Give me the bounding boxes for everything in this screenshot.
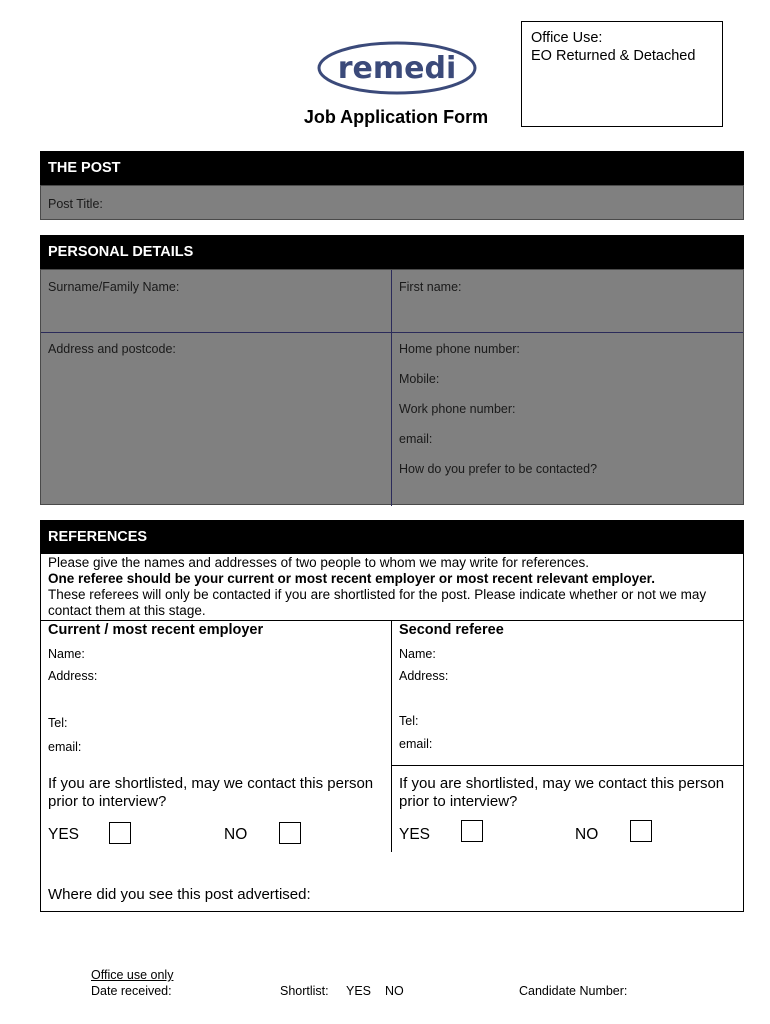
- referee-row-divider: [391, 765, 744, 766]
- references-intro-bold: One referee should be your current or most recent employer or most recent relevant employer.: [48, 571, 655, 586]
- referee-2-address-label: Address:: [399, 669, 449, 683]
- surname-field[interactable]: [41, 270, 391, 332]
- referee-1-yes-label: YES: [48, 826, 80, 843]
- remedi-logo: [316, 40, 478, 96]
- mobile-label: Mobile:: [399, 372, 440, 386]
- references-intro-contact: These referees will only be contacted if you are shortlisted for the post. Please indicate whether or not we may contact them at this stage.: [48, 587, 707, 618]
- references-divider: [40, 620, 744, 621]
- referee-1-no-checkbox[interactable]: [279, 822, 301, 844]
- referee-column-divider: [391, 620, 392, 765]
- referee-1-yes-checkbox[interactable]: [109, 822, 131, 844]
- email-label: email:: [399, 432, 433, 446]
- first-name-label: First name:: [399, 280, 462, 294]
- svg-text:remedi: remedi: [337, 51, 457, 86]
- personal-details-heading: PERSONAL DETAILS: [40, 235, 744, 269]
- referee-2-tel-label: Tel:: [399, 714, 419, 728]
- referee-2-no-label: NO: [575, 826, 599, 843]
- work-phone-label: Work phone number:: [399, 402, 516, 416]
- candidate-number-label: Candidate Number:: [519, 984, 628, 998]
- referee-1-email-label: email:: [48, 740, 82, 754]
- shortlist-label: Shortlist:: [280, 984, 329, 998]
- the-post-heading: THE POST: [40, 151, 744, 185]
- eo-returned-label: EO Returned & Detached: [531, 48, 696, 64]
- personal-details-section: [40, 269, 744, 505]
- referee-2-yes-checkbox[interactable]: [461, 820, 483, 842]
- referee-2-yes-label: YES: [399, 826, 431, 843]
- referee-1-address-label: Address:: [48, 669, 98, 683]
- referee-2-title: Second referee: [399, 622, 504, 638]
- shortlist-no-label: NO: [385, 984, 404, 998]
- referee-1-tel-label: Tel:: [48, 716, 68, 730]
- referee-2-email-label: email:: [399, 737, 433, 751]
- advert-source-question[interactable]: Where did you see this post advertised:: [48, 886, 311, 903]
- date-received-label: Date received:: [91, 984, 172, 998]
- references-intro-line: Please give the names and addresses of two people to whom we may write for references.: [48, 555, 590, 570]
- address-label: Address and postcode:: [48, 342, 176, 356]
- referee-2-name-label: Name:: [399, 647, 436, 661]
- post-title-field[interactable]: [40, 185, 744, 220]
- question-column-divider: [391, 766, 392, 852]
- contact-details-field[interactable]: [392, 333, 743, 505]
- surname-label: Surname/Family Name:: [48, 280, 180, 294]
- home-phone-label: Home phone number:: [399, 342, 520, 356]
- shortlist-yes-label: YES: [346, 984, 372, 998]
- contact-preference-label: How do you prefer to be contacted?: [399, 462, 598, 476]
- referee-1-title: Current / most recent employer: [48, 622, 264, 638]
- address-field[interactable]: [41, 333, 391, 505]
- post-title-label: Post Title:: [48, 197, 103, 211]
- page-title: Job Application Form: [303, 107, 489, 127]
- referee-2-no-checkbox[interactable]: [630, 820, 652, 842]
- office-use-only-label: Office use only: [91, 968, 174, 982]
- references-heading: REFERENCES: [40, 520, 744, 554]
- referee-1-contact-question: If you are shortlisted, may we contact this person prior to interview?: [48, 775, 374, 810]
- referee-1-no-label: NO: [224, 826, 248, 843]
- referee-1-name-label: Name:: [48, 647, 85, 661]
- first-name-field[interactable]: [392, 270, 743, 332]
- references-intro: [48, 555, 738, 619]
- referee-2-contact-question: If you are shortlisted, may we contact this person prior to interview?: [399, 775, 725, 810]
- office-use-label: Office Use:: [531, 30, 603, 46]
